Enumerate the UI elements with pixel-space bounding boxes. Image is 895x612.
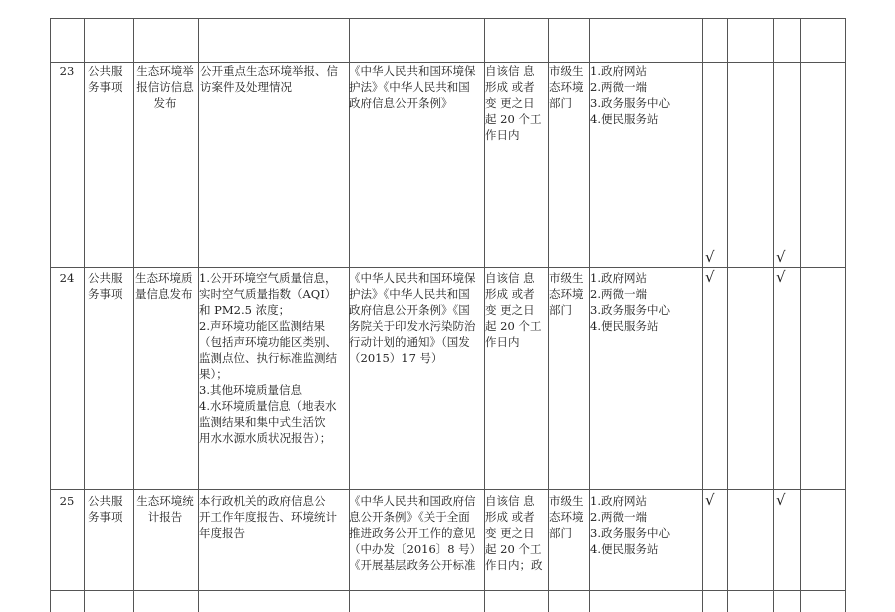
check-mark: √ (776, 491, 786, 509)
check-mark: √ (776, 248, 786, 266)
basis-cell: 《中华人民共和国环境保 护法》《中华人民共和国 政府信息公开条例》 (349, 64, 476, 110)
channels-cell: 1.政府网站 2.两微一端 3.政务服务中心 4.便民服务站 (590, 271, 670, 333)
category-cell: 公共服 务事项 (88, 494, 123, 524)
item-name-cell: 生态环境质 量信息发布 (135, 271, 193, 301)
basis-cell: 《中华人民共和国政府信 息公开条例》《关于全面 推进政务公开工作的意见 （中办发〔2016〕8 号） 《开展基层政务公开标准 (349, 494, 482, 572)
channels-cell: 1.政府网站 2.两微一端 3.政务服务中心 4.便民服务站 (590, 64, 670, 126)
time-limit-cell: 自该信 息 形成 或者 变 更之日 起 20 个工 作日内；政 (485, 494, 543, 572)
item-name-cell: 生态环境举 报信访信息 发布 (136, 64, 194, 110)
category-cell: 公共服 务事项 (88, 64, 123, 94)
row-number: 25 (59, 494, 75, 508)
check-mark: √ (776, 268, 786, 286)
time-limit-cell: 自该信 息 形成 或者 变 更之日 起 20 个工 作日内 (485, 271, 542, 349)
category-cell: 公共服 务事项 (88, 271, 123, 301)
content-cell: 公开重点生态环境举报、信 访案件及处理情况 (200, 64, 338, 94)
content-cell: 本行政机关的政府信息公 开工作年度报告、环境统计 年度报告 (199, 494, 337, 540)
item-name-cell: 生态环境统 计报告 (136, 494, 194, 524)
check-mark: √ (705, 268, 715, 286)
row-number: 24 (59, 271, 75, 285)
row-number: 23 (59, 64, 75, 78)
subject-cell: 市级生 态环境 部门 (549, 494, 584, 540)
basis-cell: 《中华人民共和国环境保 护法》《中华人民共和国 政府信息公开条例》《国 务院关于印发水污染防治 行动计划的通知》（国发 （2015）17 号） (349, 271, 476, 365)
time-limit-cell: 自该信 息 形成 或者 变 更之日 起 20 个工 作日内 (485, 64, 542, 142)
check-mark: √ (705, 248, 715, 266)
channels-cell: 1.政府网站 2.两微一端 3.政务服务中心 4.便民服务站 (590, 494, 670, 556)
subject-cell: 市级生 态环境 部门 (549, 271, 584, 317)
check-mark: √ (705, 491, 715, 509)
content-cell: 1.公开环境空气质量信息， 实时空气质量指数（AQI） 和 PM2.5 浓度； 2.声环境功能区监测结果 （包括声环境功能区类别、 监测点位、执行标准监测结 果）； 3.其他环境质量信息 4.水环境质量信息（地表水 监测结果和集中式生活饮 用水水源水质状况报告）； (199, 271, 337, 445)
subject-cell: 市级生 态环境 部门 (549, 64, 584, 110)
